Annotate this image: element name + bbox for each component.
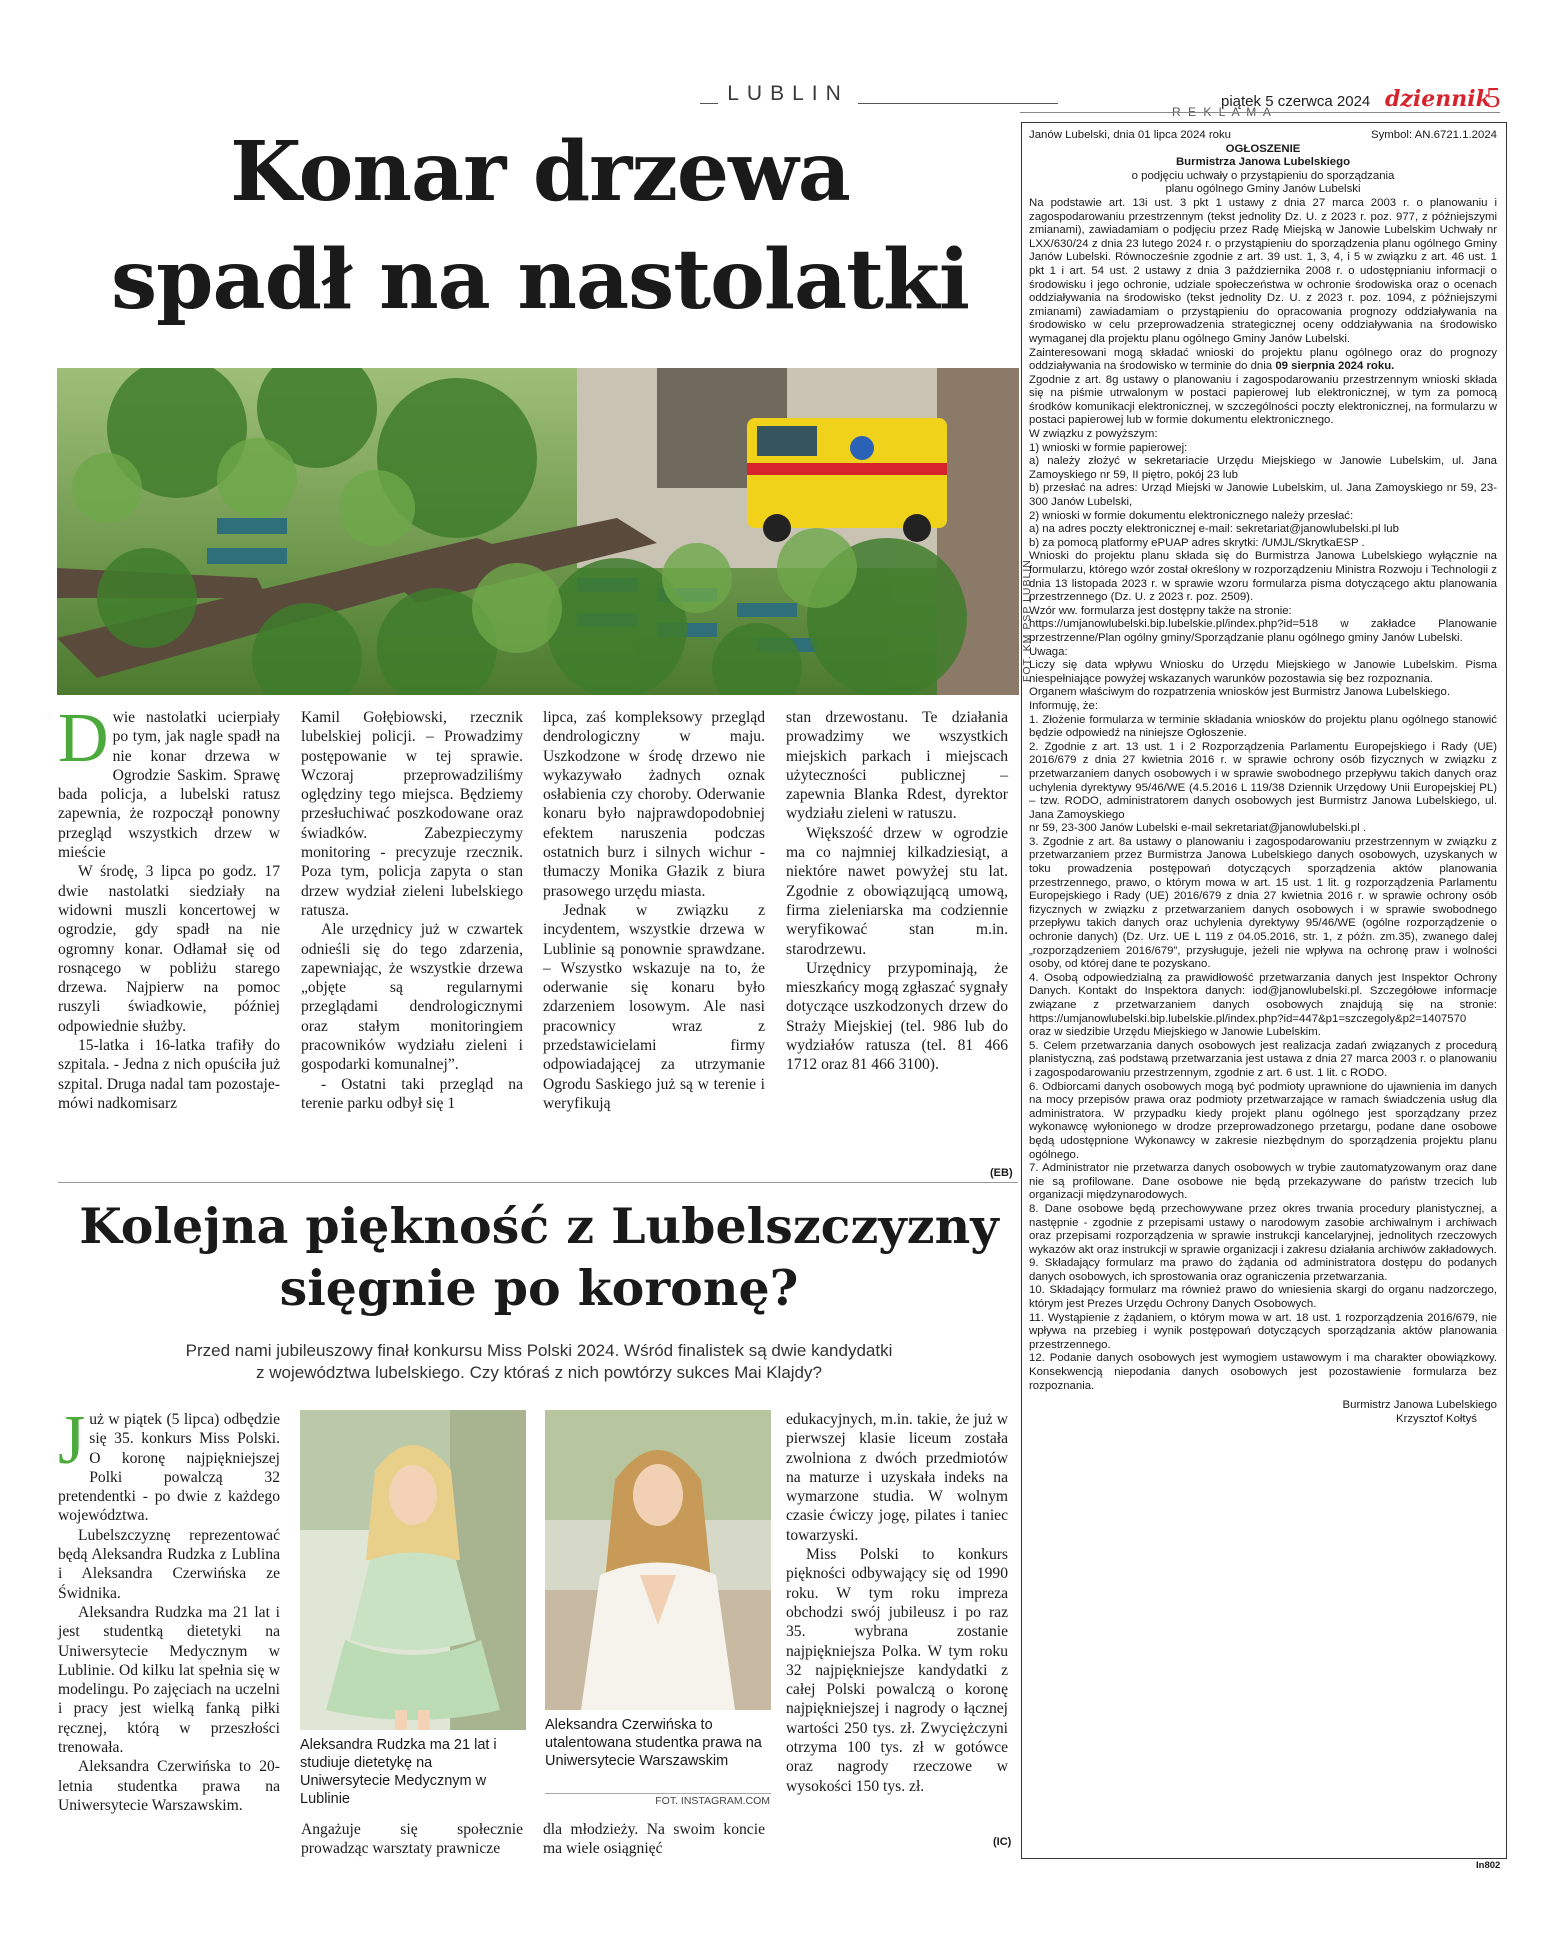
article1-author: (EB) — [990, 1167, 1013, 1179]
notice-p1: Na podstawie art. 13i ust. 3 pkt 1 ustawy z dnia 27 marca 2003 r. o planowaniu i zagospodarowaniu przestrzennym (tekst jednolity Dz. U. z 2023 r. poz. 977, z późniejszymi zmianami), zawiadamiam o podjęciu przez Radę Miejską w Janowie Lubelskim Uchwały nr LXX/630/24 z dnia 23 lutego 2024 r. o przystąpieniu do sporządzenia planu ogólnego Gminy Janów Lubelski. Równocześnie zgodnie z art. 39 ust. 1, 3, 4, i 5 w związku z art. 46 ust. 1 pkt 1 i art. 54 ust. 2 ustawy z dnia 3 października 2008 r. o udostępnianiu informacji o środowisku i jego ochronie, udziale społeczeństwa w ochronie środowiska oraz o ocenach oddziaływania na środowisko (tekst jednolity Dz. U. z 2023 r. poz. 1094, z późniejszymi zmianami) zawiadamiam o przystąpieniu do opracowania prognozy oddziaływania na środowisko w celu przeprowadzenia strategicznej oceny oddziaływania na środowisko wymaganej dla projektu planu ogólnego Gminy Janów Lubelski. — [1029, 196, 1497, 345]
notice-p21: 3. Zgodnie z art. 8a ustawy o planowaniu i zagospodarowaniu przestrzennym w związku z przetwarzaniem przez Burmistrza Janowa Lubelskiego danych osobowych, uzyskanych w toku prowadzenia postępowań dotyczących sporządzenia aktów planowania przestrzennego, prawo, o którym mowa w art. 15 ust. 1 lit. g rozporządzenia Parlamentu Europejskiego i Rady (UE) 2016/679 z dnia 27 kwietnia 2016 r. w sprawie ochrony osób fizycznych w związku z przetwarzaniem danych osobowych i w sprawie swobodnego przepływu takich danych oraz uchylenia dyrektywy 95/46/WE (ogólne rozporządzenie o ochronie danych) (Dz. Urz. UE L 119 z 04.05.2016, str. 1, z późn. zm.35), zwanego dalej „rozporządzeniem 2016/679”, przysługuje, jeżeli nie wpływa na ochronę praw i wolności osoby, od której dane te pozyskano. — [1029, 835, 1497, 971]
article2-c1-p1-text: uż w piątek (5 lipca) odbędzie się 35. konkurs Miss Polski. O koronę najpiękniejszej Polki powalczą 32 pretendentki - po dwie z każdego województwa. — [58, 1411, 280, 1525]
article2-headline-line2: sięgnie po koronę? — [279, 1259, 799, 1317]
notice-p25: 6. Odbiorcami danych osobowych mogą być podmioty uprawnione do ujawnienia im danych na mocy przepisów prawa oraz podmioty przetwarzające w ramach świadczenia usług dla administratora. W przypadku kiedy projekt planu ogólnego jest sporządzany przez wykonawcę wyłonionego w drodze przeprowadzonego przetargu, podane dane osobowe będą udostępnione Wykonawcy w zakresie niezbędnym do sporządzenia projektu planu ogólnego. — [1029, 1080, 1497, 1161]
notice-p4: W związku z powyższym: — [1029, 428, 1158, 441]
notice-p2-text: Zainteresowani mogą składać wnioski do projektu planu ogólnego oraz do prognozy oddziaływania na środowisko w terminie do dnia — [1029, 346, 1497, 373]
article2-caption1: Aleksandra Rudzka ma 21 lat i studiuje dietetykę na Uniwersytecie Medycznym w Lublinie — [300, 1737, 497, 1807]
notice-signature-name: Krzysztof Kołtyś — [1395, 1412, 1477, 1425]
article2-lead-line1: Przed nami jubileuszowy finał konkursu Miss Polski 2024. Wśród finalistek są dwie kandydatki — [185, 1341, 893, 1360]
notice-p2 — [1029, 347, 1497, 374]
notice-p14: Uwaga: — [1029, 645, 1068, 658]
fallen-tree-illustration — [57, 368, 1019, 695]
article1-c2-p2: Ale urzędnicy już w czwartek odnieśli się do tego zdarzenia, zapewniając, że wszystkie drzewa „objęte są regularnymi przeglądami dendrologicznymi oraz stałym monitoringiem pracowników wydziału zieleni i gospodarki komunalnej”. — [301, 921, 523, 1074]
notice-p6: a) należy złożyć w sekretariacie Urzędu Miejskiego w Janowie Lubelskim, ul. Jana Zamoyskiego nr 59, II piętro, pokój 23 lub — [1029, 455, 1497, 481]
notice-p31: 12. Podanie danych osobowych jest wymogiem ustawowym i ma charakter obowiązkowy. Konsekwencją niepodania danych osobowych jest pozostawienie formularza bez rozpoznania. — [1029, 1352, 1497, 1392]
photo-credit-rule — [545, 1793, 771, 1794]
page-number: 5 — [1486, 82, 1501, 114]
notice-p30: 11. Wystąpienie z żądaniem, o którym mowa w art. 18 ust. 1 rozporządzenia 2016/679, nie wpływa na przebieg i wynik postępowań dotyczących sporządzania aktów planowania przestrzennego. — [1029, 1311, 1497, 1351]
notice-p13: https://umjanowlubelski.bip.lubelskie.pl/index.php?id=518 w zakładce Planowanie przestrzenne/Plan ogólny gminy/Sporządzanie planu ogólnego gminy Janów Lubelski. — [1029, 618, 1497, 644]
notice-content — [1029, 129, 1497, 1426]
article1-photo-credit: FOT. KM PSP LUBLIN — [1021, 559, 1033, 682]
article2-c4-p1: edukacyjnych, m.in. takie, że już w pierwszej klasie liceum została zwolniona z dwóch przedmiotów na maturze i uzyskała indeks na wymarzone studia. W wolnym czasie ćwiczy jogę, pilates i taniec towarzyski. — [786, 1411, 1008, 1544]
notice-p23: oraz w siedzibie Urzędu Miejskiego w Janowie Lubelskim. — [1029, 1026, 1321, 1039]
article2-c1-p2: Lubelszczyznę reprezentować będą Aleksandra Rudzka z Lublina i Aleksandra Czerwińska ze Świdnika. — [58, 1526, 280, 1602]
notice-subject: o podjęciu uchwały o przystąpieniu do sporządzania planu ogólnego Gminy Janów Lubelski — [1131, 169, 1395, 196]
article1-c1-p2: W środę, 3 lipca po godz. 17 dwie nastolatki siedziały na widowni muszli koncertowej w ogrodzie, gdy spadł na nie ogromny konar. Odłamał się od rosnącego w pobliżu starego drzewa. Najpierw na pomoc ruszyli świadkowie, później odpowiednie służby. — [58, 863, 280, 1035]
notice-p12: Wzór ww. formularza jest dostępny także na stronie: — [1029, 604, 1292, 617]
contestant-czerwinska-illustration — [545, 1410, 771, 1710]
notice-p10: b) za pomocą platformy ePUAP adres skrytki: /UMJL/SkrytkaESP . — [1029, 536, 1365, 549]
page-date: piątek 5 czerwca 2024 — [1221, 93, 1371, 110]
article1-c4-p2: Większość drzew w ogrodzie ma co najmniej kilkadziesiąt, a niektóre nawet powyżej stu lat. Zgodnie z obowiązującą umową, firma zieleniarska ma codziennie weryfikować stan m.in. starodrzewu. — [786, 824, 1008, 958]
article1-c3-p2: Jednak w związku z incydentem, wszystkie drzewa w Lublinie są ponownie sprawdzane. – Wszystko wskazuje na to, że oderwanie się konaru było zdarzeniem losowym. Ale nasi pracownicy wraz z przedstawicielami firmy odpowiadającej za utrzymanie Ogrodu Saskiego już są w terenie i weryfikują — [543, 901, 765, 1112]
article-divider — [58, 1182, 1018, 1183]
article1-c3-p1: lipca, zaś kompleksowy przegląd dendrologiczny w maju. Uszkodzone w środę drzewo nie wykazywało żadnych oznak osłabienia czy choroby. Oderwanie konaru było najprawdopodobniej efektem naruszenia podczas ostatnich burz i silnych wichur - tłumaczy Monika Głazik z biura prasowego urzędu miasta. — [543, 709, 765, 900]
notice-p7: b) przesłać na adres: Urząd Miejski w Janowie Lubelskim, ul. Jana Zamoyskiego nr 59, 23-300 Janów Lubelski, — [1029, 482, 1497, 509]
article2-col4 — [786, 1410, 1008, 1796]
notice-symbol: Symbol: AN.6721.1.2024 — [1370, 129, 1497, 141]
article2-lead — [58, 1340, 1020, 1384]
article2-col1 — [58, 1402, 280, 1815]
notice-p18: 1. Złożenie formularza w terminie składania wniosków do projektu planu ogólnego stanowić będzie odpowiedź na niniejsze Ogłoszenie. — [1029, 713, 1497, 740]
notice-signature-title: Burmistrz Janowa Lubelskiego — [1342, 1399, 1497, 1412]
article1-col2 — [301, 708, 523, 1113]
article2-lead-paragraph — [58, 1402, 280, 1526]
article2-photo1 — [300, 1410, 526, 1730]
notice-p8: 2) wnioski w formie dokumentu elektronicznego należy przesłać: — [1029, 509, 1354, 522]
notice-title: OGŁOSZENIE — [1225, 142, 1301, 155]
reklama-rule — [1020, 112, 1500, 113]
section-label: LUBLIN — [727, 82, 849, 105]
article1-c1-p3: 15-latka i 16-latka trafiły do szpitala. - Jedna z nich opuściła już szpital. Druga nadal tam pozostaje- mówi nadkomisarz — [58, 1037, 280, 1112]
notice-place-date: Janów Lubelski, dnia 01 lipca 2024 roku — [1029, 129, 1232, 141]
article2-col2-bottom — [301, 1820, 523, 1859]
article2-headline — [58, 1195, 1020, 1319]
article2-col3-bottom — [543, 1820, 765, 1859]
notice-p20: nr 59, 23-300 Janów Lubelski e-mail sekretariat@janowlubelski.pl . — [1029, 822, 1366, 835]
notice-p16: Organem właściwym do rozpatrzenia wniosków jest Burmistrz Janowa Lubelskiego. — [1029, 686, 1450, 699]
notice-p27: 8. Dane osobowe będą przechowywane przez okres trwania procedury planistycznej, a następnie - zgodnie z przepisami ustawy o narodowym zasobie archiwalnym i archiwach oraz przepisami rozporządzenia w sprawie instrukcji kancelaryjnej, jednolitych rzeczowych wykazów akt oraz instrukcji w sprawie organizacji i zakresu działania archiwów zakładowych. — [1029, 1202, 1497, 1256]
notice-p17: Informuję, że: — [1029, 699, 1099, 712]
notice-code: In802 — [1476, 1860, 1501, 1871]
notice-p29: 10. Składający formularz ma również prawo do wniesienia skargi do organu nadzorczego, którym jest Prezes Urzędu Ochrony Danych Osobowych. — [1029, 1284, 1497, 1311]
article2-photo-credit: FOT. INSTAGRAM.COM — [655, 1795, 770, 1807]
notice-p19: 2. Zgodnie z art. 13 ust. 1 i 2 Rozporządzenia Parlamentu Europejskiego i Rady (UE) 2016/679 z dnia 27 kwietnia 2016 r. w sprawie ochrony osób fizycznych w związku z przetwarzaniem danych osobowych i w sprawie swobodnego przepływu takich danych oraz uchylenia dyrektywy 95/46/WE (4.5.2016 L 119/38 Dziennik Urzędowy Unii Europejskiej PL) – tzw. RODO, administratorem danych osobowych jest Burmistrz Janowa Lubelskiego, ul. Jana Zamoyskiego — [1029, 740, 1497, 821]
article1-c2-p1: Kamil Gołębiowski, rzecznik lubelskiej policji. – Prowadzimy postępowanie w tej sprawie. Wczoraj przeprowadziliśmy oględziny tego miejsca. Będziemy przesłuchiwać poszkodowane oraz świadków. Zabezpieczymy monitoring - precyzuje rzecznik. Poza tym, policja zapyta o stan drzew wydział zieleni lubelskiego ratusza. — [301, 709, 523, 919]
article1-headline-line2: spadł na nastolatki — [111, 232, 969, 328]
article2-headline-line1: Kolejna piękność z Lubelszczyzny — [79, 1197, 999, 1255]
notice-issuer: Burmistrza Janowa Lubelskiego — [1175, 156, 1351, 169]
article1-col1 — [58, 700, 280, 1113]
article2-dropcap: J — [58, 1402, 86, 1479]
notice-p11: Wnioski do projektu planu składa się do Burmistrza Janowa Lubelskiego wyłącznie na formularzu, którego wzór został określony w rozporządzeniu Ministra Rozwoju i Technologii z dnia 13 listopada 2023 r. w sprawie wzoru formularza pisma dotyczącego aktu planowania przestrzennego (Dz. U. z 2023 r. poz. 2509). — [1029, 550, 1497, 604]
notice-p26: 7. Administrator nie przetwarza danych osobowych w trybie zautomatyzowanym oraz dane nie są profilowane. Dane osobowe nie będą przekazywane do państw trzecich lub organizacji międzynarodowych. — [1029, 1162, 1497, 1202]
notice-header-row — [1029, 129, 1497, 143]
notice-deadline: 09 sierpnia 2024 roku. — [1275, 360, 1395, 373]
article1-col4 — [786, 708, 1008, 1075]
article2-c3-bottom: dla młodzieży. Na swoim koncie ma wiele osiągnięć — [543, 1821, 765, 1858]
brand-logo: dziennik — [1385, 86, 1491, 112]
notice-p24: 5. Celem przetwarzania danych osobowych jest realizacja zadań związanych z procedurą planistyczną, zaś podstawą przetwarzania jest ustawa z dnia 27 marca 2003 r. o planowaniu i zagospodarowaniu przestrzennym, zgodnie z art. 6 ust. 1 lit. c RODO. — [1029, 1039, 1497, 1079]
notice-p22: 4. Osobą odpowiedzialną za prawidłowość przetwarzania danych jest Inspektor Ochrony Danych. Kontakt do Inspektora danych: iod@janowlubelski.pl. Szczegółowe informacje związane z przetwarzaniem danych osobowych znajdują się na stronie: https://umjanowlubelski.bip.lubelskie.pl/index.php?id=447&p1=szczegoly&p2=1407570 — [1029, 971, 1497, 1025]
article1-headline-line1: Konar drzewa — [230, 124, 850, 220]
article1-dropcap: D — [58, 700, 109, 777]
article1-c4-p1: stan drzewostanu. Te działania prowadzimy we wszystkich miejskich parkach i miejscach użyteczności publicznej – zapewnia Blanka Rdest, dyrektor wydziału zieleni w ratuszu. — [786, 709, 1008, 823]
notice-p5: 1) wnioski w formie papierowej: — [1029, 441, 1188, 454]
article1-c1-p1-text: wie nastolatki ucierpiały po tym, jak nagle spadł na nie konar drzewa w Ogrodzie Saskim. Sprawę bada policja, a lubelski ratusz zapewnia, że rozpoczął ponowny przegląd wszystkich drzew w mieście — [58, 709, 280, 862]
reklama-label: R E K L A M A — [1172, 105, 1273, 119]
article2-c1-p3: Aleksandra Rudzka ma 21 lat i jest studentką dietetyki na Uniwersytecie Medycznym w Lublinie. Od kilku lat spełnia się w modelingu. Po zajęciach na uczelni i pracy jest wielką fanką piłki ręcznej, którą w przeszłości trenowała. — [58, 1603, 280, 1757]
section-rule-left — [700, 103, 718, 104]
article2-author: (IC) — [993, 1836, 1012, 1848]
article2-c1-p4: Aleksandra Czerwińska to 20-letnia studentka prawa na Uniwersytecie Warszawskim. — [58, 1758, 280, 1814]
article2-c2-bottom: Angażuje się społecznie prowadząc warsztaty prawnicze — [301, 1821, 523, 1858]
section-rule-right — [858, 103, 1058, 104]
article1-lead-paragraph — [58, 700, 280, 862]
notice-p28: 9. Składający formularz ma prawo do żądania od administratora dostępu do podanych danych osobowych, ich sprostowania oraz ograniczenia przetwarzania. — [1029, 1257, 1497, 1283]
article1-c4-p3: Urzędnicy przypominają, że mieszkańcy mogą zgłaszać sygnały dotyczące uszkodzonych drzew do Straży Miejskiej (tel. 986 lub do wydziałów ratusza (tel. 81 466 1712 oraz 81 466 3100). — [786, 959, 1008, 1074]
article1-photo — [57, 368, 1019, 695]
contestant-rudzka-illustration — [300, 1410, 526, 1730]
article1-col3 — [543, 708, 765, 1113]
article2-photo2 — [545, 1410, 771, 1710]
article2-c4-p2: Miss Polski to konkurs piękności odbywający się od 1990 roku. W tym roku impreza obchodzi swój jubileusz i po raz 35. wybrana zostanie najpiękniejsza Polka. W tym roku 32 najpiękniejsze kandydatki z całej Polski powalczą o koronę najpiękniejszej i nagrody o łącznej wartości 250 tys. zł. Zwyciężczyni otrzyma 100 tys. zł w gotówce oraz nagrody rzeczowe w wysokości 150 tys. zł. — [786, 1546, 1008, 1795]
article1-c2-p3: - Ostatni taki przegląd na terenie parku odbył się 1 — [301, 1075, 523, 1112]
notice-p9: a) na adres poczty elektronicznej e-mail: sekretariat@janowlubelski.pl lub — [1029, 523, 1399, 536]
article2-caption2: Aleksandra Czerwińska to utalentowana studentka prawa na Uniwersytecie Warszawskim — [545, 1717, 762, 1769]
article1-headline — [60, 118, 1020, 334]
notice-p3: Zgodnie z art. 8g ustawy o planowaniu i zagospodarowaniu przestrzennym wnioski składa się na piśmie utrwalonym w postaci papierowej lub elektronicznej, w tym za pomocą środków komunikacji elektronicznej, w szczególności poczty elektronicznej, na formularzu w postaci papierowej lub w formie dokumentu elektronicznego. — [1029, 373, 1497, 427]
article2-lead-line2: z województwa lubelskiego. Czy któraś z nich powtórzy sukces Mai Klajdy? — [256, 1363, 822, 1382]
notice-p15: Liczy się data wpływu Wniosku do Urzędu Miejskiego w Janowie Lubelskim. Pisma niespełniające powyżej wskazanych warunków pozostawia się bez rozpoznania. — [1029, 659, 1497, 685]
